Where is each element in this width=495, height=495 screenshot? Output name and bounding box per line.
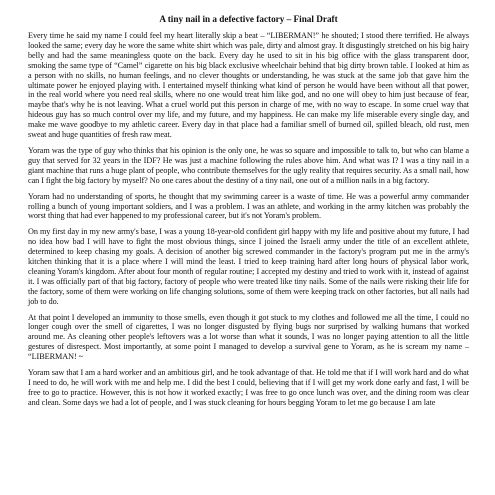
paragraph-3: Yoram had no understanding of sports, he thought that my swimming career is a waste of time. He was a powerful army commander rolling a bunch of young important soldiers, and I was a problem. I was an athlete, and working in the army kitchen was probably the worst thing that had ever happened to my professional career, but it's not Yoram's problem. bbox=[28, 191, 469, 221]
paragraph-4: On my first day in my new army's base, I was a young 18-year-old confident girl happy with my life and positive about my future, I had no idea how bad I will have to fight the most obvious things, since I joined the Israeli army under the title of an excellent athlete, determined to keep chasing my goals. A decision of another big screwed commander in the factory's program put me in the army's kitchen thinking that it is a place where I will mind the least. I tried to keep training hard after long hours of physical labor work, cleaning Yoram's kingdom. After about four month of regular routine; I accepted my destiny and tried to work with it, instead of against it. I was officially part of that big factory, factory of people who were treated like tiny nails. Some of the nails were risking their life for the factory, some of them were working on life changing solutions, some of them were keeping track on other factories, but all nails had job to do. bbox=[28, 227, 469, 306]
paragraph-6: Yoram saw that I am a hard worker and an ambitious girl, and he took advantage of that. He told me that if I will work hard and do what I need to do, he will work with me and help me. I did the best I could, believing that if I will get my work done early and fast, I will be free to go to practice. However, this is not how it worked exactly; I was free to go once lunch was over, and the dining room was clear and clean. Some days we had a lot of people, and I was stuck cleaning for hours begging Yoram to let me go because I am late bbox=[28, 368, 469, 407]
paragraph-1: Every time he said my name I could feel my heart literally skip a beat – “LIBERMAN!” he shouted; I stood there terrified. He always looked the same; every day he wore the same white shirt which was pale, dirty and almost gray. It disgustingly stretched on his big hairy belly and had the same meaningless quote on the back. Every day he used to sit in his big office with the glass transparent door, smoking the same type of “Camel” cigarette on his big black exclusive wheelchair behind that big dirty brown table. I looked at him as a person with no skills, no human feelings, and no clever thoughts or understanding, he was stuck at the same job that gave him the ultimate power he enjoyed playing with. I entertained myself thinking what kind of person he would have been without all that power, in the real world where you need real skills, where no one would treat him like god, and no one will obey to him just because of fear, maybe that's why he is not leaving. What a cruel world put this person in charge of me, with no way to escape. In some cruel way that hideous guy has so much control over my life, and my future, and my happiness. He can make my life miserable every single day, and make me wave goodbye to my athletic career. Every day in that place had a familiar smell of burned oil, spilled bleach, old rust, men sweat and huge quantities of fresh raw meat. bbox=[28, 31, 469, 140]
paragraph-2: Yoram was the type of guy who thinks that his opinion is the only one, he was so square and impossible to talk to, but who can blame a guy that served for 32 years in the IDF? He was just a machine following the rules above him. And what was I? I was a tiny nail in a giant machine that runs a huge plant of people, who contribute themselves for the ugly reality that requires security. As a small nail, how can I fight the big factory by myself? No one cares about the destiny of a tiny nail, one out of a million nails in a big factory. bbox=[28, 145, 469, 185]
paragraph-5: At that point I developed an immunity to those smells, even though it got stuck to my clothes and followed me all the time, I could no longer cough over the smell of cigarettes, I was no longer disgusted by flying bugs nor surprised by walking humans that worked around me. As cleaning other people's leftovers was a lot worse than what it sounds, I was no longer paying attention to all the little gestures of disrespect. Most importantly, at some point I managed to develop a survival gene to Yoram, as he is scream my name – “LIBERMAN! ~ bbox=[28, 312, 469, 362]
document-title: A tiny nail in a defective factory – Final Draft bbox=[159, 14, 338, 24]
